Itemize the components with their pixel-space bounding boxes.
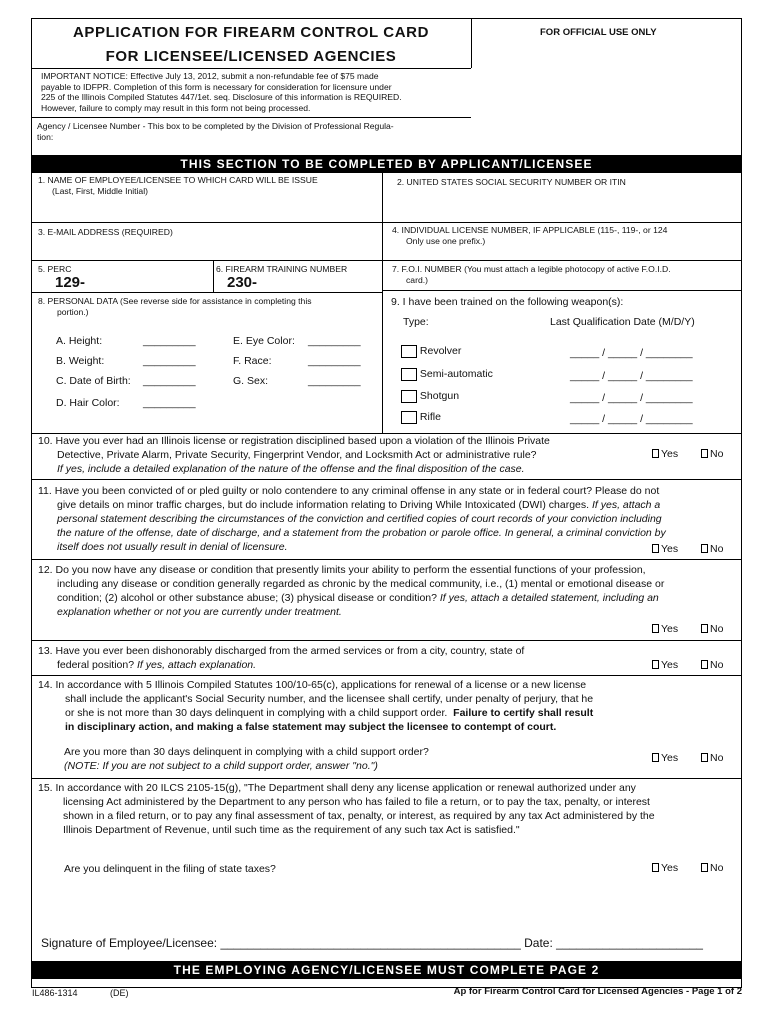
q15-yes[interactable]: Yes (652, 862, 678, 874)
weapon-semi-automatic[interactable]: Semi-automatic (401, 367, 493, 381)
field-9-label: 9. I have been trained on the following weapon(s): (391, 296, 624, 308)
q11-yes-checkbox[interactable] (652, 544, 659, 553)
field-2-label: 2. UNITED STATES SOCIAL SECURITY NUMBER OR ITIN (397, 177, 626, 187)
dob-label: C. Date of Birth: (56, 375, 131, 387)
shotgun-checkbox[interactable] (401, 390, 417, 403)
question-15: 15. In accordance with 20 ILCS 2105-15(g), "The Department shall deny any license application or renewal authorized under any licensing Act administered by the Department to any person who has failed to file a return, or to pay the tax, penalty, or interest shown in a filed return, or to pay any final assessment of tax, penalty, or interest, as required by any tax Act administered by the Illinois Department of Revenue, until such time as the requirement of any such tax Act is satisfied." (38, 782, 655, 836)
semi-automatic-checkbox[interactable] (401, 368, 417, 381)
q15-question: Are you delinquent in the filing of state taxes? (64, 863, 276, 875)
page-label: Ap for Firearm Control Card for Licensed Agencies - Page 1 of 2 (453, 986, 742, 997)
section-bar-agency: THE EMPLOYING AGENCY/LICENSEE MUST COMPLETE PAGE 2 (31, 961, 742, 979)
eye-label: E. Eye Color: (233, 335, 295, 347)
form-title-line2: FOR LICENSEE/LICENSED AGENCIES (105, 48, 397, 65)
q14-question: Are you more than 30 days delinquent in complying with a child support order? (NOTE: If you are not subject to a child support order, answer "no.") (64, 746, 429, 772)
field-4-label: 4. INDIVIDUAL LICENSE NUMBER, IF APPLICABLE (115-, 119-, or 124 Only use one prefix.) (392, 225, 668, 246)
q10-no-checkbox[interactable] (701, 449, 708, 458)
hair-input[interactable]: _________ (143, 397, 196, 409)
signature-row (41, 936, 703, 950)
weapon-shotgun[interactable]: Shotgun (401, 389, 459, 403)
q11-yes[interactable]: Yes (652, 543, 678, 555)
question-11: 11. Have you been convicted of or pled guilty or nolo contendere to any criminal offense in any state or in federal court? Please do not give details on minor traffic charges, but do include information relating to Driving While Intoxicated (DWI) charges. If yes, attach a personal statement describing the circumstances of the conviction and certified copies of court records of your conviction including the nature of the offense, date of discharge, and a statement from the probation or parole office. In general, a criminal conviction by itself does not usually result in denial of licensure. (38, 485, 666, 553)
eye-input[interactable]: _________ (308, 335, 361, 347)
q10-no[interactable]: No (701, 448, 723, 460)
revolver-checkbox[interactable] (401, 345, 417, 358)
race-input[interactable]: _________ (308, 355, 361, 367)
section-bar-applicant: THIS SECTION TO BE COMPLETED BY APPLICANT/LICENSEE (31, 155, 742, 173)
q12-no-checkbox[interactable] (701, 624, 708, 633)
important-notice: IMPORTANT NOTICE: Effective July 13, 2012, submit a non-refundable fee of $75 made payable to IDFPR. Completion of this form is necessary for consideration for licensure under 225 of the Illinois Compiled Statutes 447/1et. seq. Disclosure of this information is REQUIRED. However, failure to comply may result in this form not being processed. (41, 71, 402, 113)
q15-no[interactable]: No (701, 862, 723, 874)
q13-yes[interactable]: Yes (652, 659, 678, 671)
question-12: 12. Do you now have any disease or condition that presently limits your ability to perform the essential functions of your profession, including any disease or condition generally regarded as chronic by the medical community, i.e., (1) mental or emotional disease or condition; (2) alcohol or other substance abuse; (3) physical disease or condition? If yes, attach a detailed statement, including an explanation whether or not you are currently under treatment. (38, 564, 665, 618)
signature-input[interactable]: _____________________________________________ (220, 936, 521, 950)
weapon-type-header: Type: (403, 316, 429, 328)
q10-yes[interactable]: Yes (652, 448, 678, 460)
weight-input[interactable]: _________ (143, 355, 196, 367)
firearm-training-prefix: 230- (227, 274, 258, 291)
agency-number-box: Agency / Licensee Number - This box to be completed by the Division of Professional Regula- tion: (37, 121, 394, 142)
q13-yes-checkbox[interactable] (652, 660, 659, 669)
hair-label: D. Hair Color: (56, 397, 120, 409)
q12-yes[interactable]: Yes (652, 623, 678, 635)
q11-no[interactable]: No (701, 543, 723, 555)
q14-yes[interactable]: Yes (652, 752, 678, 764)
question-14: 14. In accordance with 5 Illinois Compiled Statutes 100/10-65(c), applications for renewal of a license or a new license shall include the applicant's Social Security number, and the licensee shall certify, under penalty of perjury, that he or she is not more than 30 days delinquent in complying with a child support order. Failure to certify shall result in disciplinary action, and making a false statement may subject the licensee to contempt of court. (38, 679, 594, 733)
weapon-revolver[interactable]: Revolver (401, 344, 461, 358)
q14-no[interactable]: No (701, 752, 723, 764)
date-input[interactable]: ______________________ (556, 936, 703, 950)
qualification-date-header: Last Qualification Date (M/D/Y) (550, 316, 695, 328)
title-underline (31, 68, 471, 69)
height-input[interactable]: _________ (143, 335, 196, 347)
form-number: IL486-1314 (32, 988, 78, 998)
sex-label: G. Sex: (233, 375, 269, 387)
q13-no[interactable]: No (701, 659, 723, 671)
perc-prefix: 129- (55, 274, 86, 291)
race-label: F. Race: (233, 355, 272, 367)
field-1-label: 1. NAME OF EMPLOYEE/LICENSEE TO WHICH CARD WILL BE ISSUE (Last, First, Middle Initial) (38, 175, 318, 196)
notice-divider (31, 117, 471, 118)
q12-no[interactable]: No (701, 623, 723, 635)
weight-label: B. Weight: (56, 355, 105, 367)
dob-input[interactable]: _________ (143, 375, 196, 387)
form-title-line1: APPLICATION FOR FIREARM CONTROL CARD (72, 24, 430, 41)
question-13: 13. Have you ever been dishonorably discharged from the armed services or from a city, country, state of federal position? If yes, attach explanation. (38, 645, 525, 671)
q15-yes-checkbox[interactable] (652, 863, 659, 872)
q10-yes-checkbox[interactable] (652, 449, 659, 458)
field-3-label: 3. E-MAIL ADDRESS (REQUIRED) (38, 227, 173, 237)
form-de-code: (DE) (110, 988, 129, 998)
signature-label: Signature of Employee/Licensee: (41, 936, 218, 950)
weapon-rifle[interactable]: Rifle (401, 410, 441, 424)
q13-no-checkbox[interactable] (701, 660, 708, 669)
question-10: 10. Have you ever had an Illinois license or registration disciplined based upon a violation of the Illinois Private Detective, Private Alarm, Private Security, Fingerprint Vendor, and Locksmith Act or administrative rule? If yes, include a detailed explanation of the nature of the offense and the final disposition of the case. (38, 435, 550, 475)
shotgun-date-input[interactable]: _____ / _____ / ________ (570, 392, 693, 404)
rifle-date-input[interactable]: _____ / _____ / ________ (570, 413, 693, 425)
q11-no-checkbox[interactable] (701, 544, 708, 553)
date-label: Date: (524, 936, 553, 950)
semi-automatic-date-input[interactable]: _____ / _____ / ________ (570, 370, 693, 382)
official-use-label: FOR OFFICIAL USE ONLY (540, 27, 657, 38)
field-6-label: 6. FIREARM TRAINING NUMBER (216, 264, 348, 274)
q14-no-checkbox[interactable] (701, 753, 708, 762)
revolver-date-input[interactable]: _____ / _____ / ________ (570, 347, 693, 359)
field-5-label: 5. PERC (38, 264, 72, 274)
official-use-divider (471, 18, 472, 68)
q15-no-checkbox[interactable] (701, 863, 708, 872)
rifle-checkbox[interactable] (401, 411, 417, 424)
q14-yes-checkbox[interactable] (652, 753, 659, 762)
field-7-label: 7. F.O.I. NUMBER (You must attach a legible photocopy of active F.O.I.D. card.) (392, 264, 671, 285)
sex-input[interactable]: _________ (308, 375, 361, 387)
q12-yes-checkbox[interactable] (652, 624, 659, 633)
field-8-label: 8. PERSONAL DATA (See reverse side for assistance in completing this portion.) (38, 296, 312, 317)
height-label: A. Height: (56, 335, 103, 347)
